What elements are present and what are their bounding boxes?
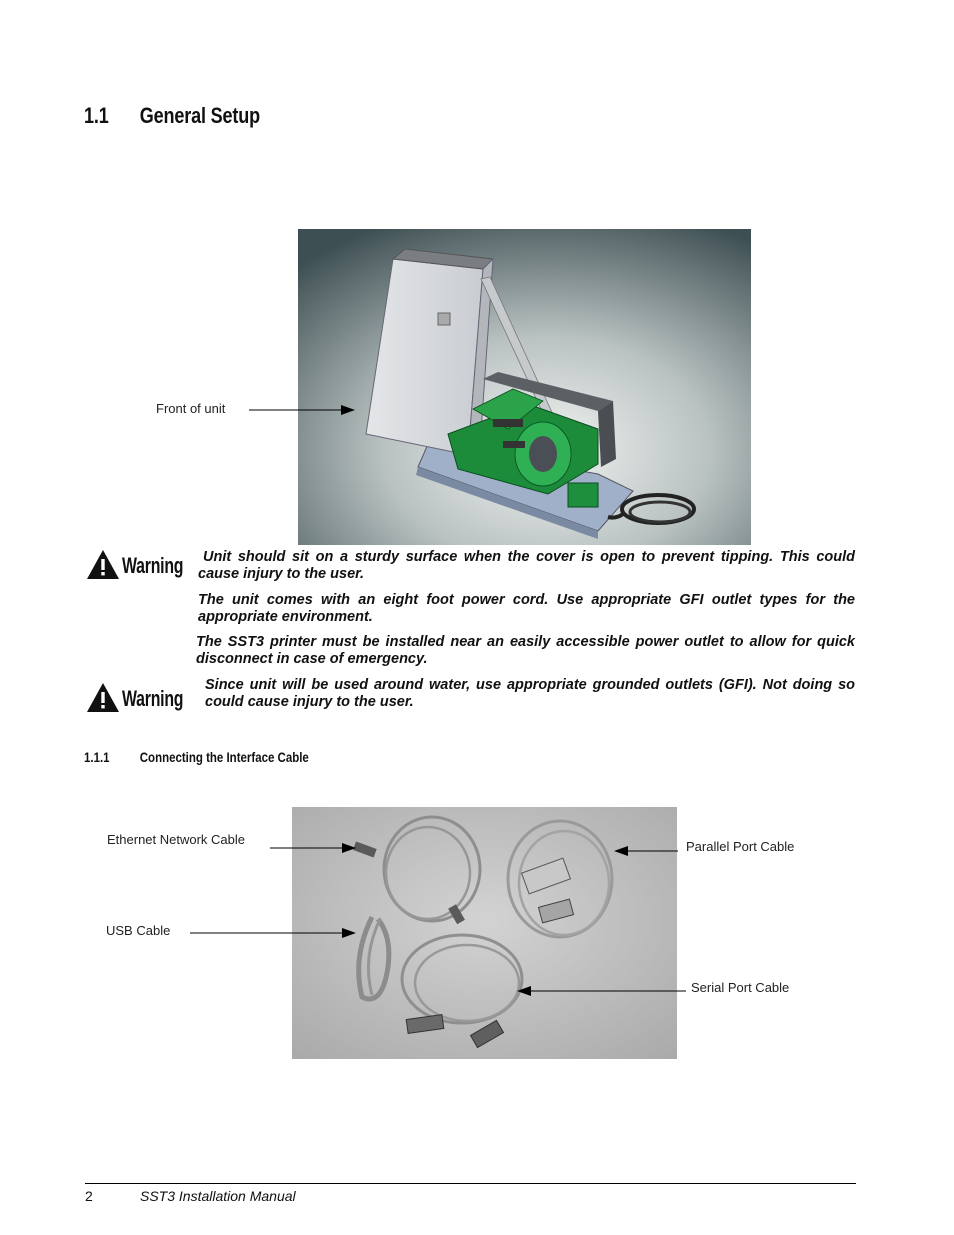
warning-text: Since unit will be used around water, use appropriate grounded outlets (GFI). Not doing so could cause injury to the user.	[205, 677, 855, 710]
body-paragraph: The unit comes with an eight foot power cord. Use appropriate GFI outlet types for the appropriate environment.	[198, 592, 855, 625]
callout-front-of-unit: Front of unit	[156, 401, 226, 416]
warning-triangle-icon	[86, 682, 120, 713]
document-title: SST3 Installation Manual	[140, 1188, 296, 1204]
section-number: 1.1	[84, 103, 109, 128]
callout-arrow	[190, 926, 358, 940]
warning-triangle-icon	[86, 549, 120, 580]
callout-arrow	[612, 844, 678, 858]
body-paragraph: The SST3 printer must be installed near an easily accessible power outlet to allow for quick disconnect in case of emergency.	[196, 634, 855, 667]
section-heading	[84, 103, 260, 129]
callout-arrow	[249, 403, 357, 417]
page-number: 2	[85, 1188, 93, 1204]
callout-arrow	[270, 841, 358, 855]
warning-label: Warning	[122, 553, 184, 578]
subsection-number: 1.1.1	[84, 749, 110, 765]
callout-parallel: Parallel Port Cable	[686, 839, 795, 854]
callout-serial: Serial Port Cable	[691, 980, 790, 995]
section-title: General Setup	[139, 103, 260, 128]
subsection-title: Connecting the Interface Cable	[139, 749, 309, 765]
callout-usb: USB Cable	[106, 923, 171, 938]
warning-text: Unit should sit on a sturdy surface when the cover is open to prevent tipping. This could cause injury to the user.	[198, 549, 855, 582]
callout-arrow	[515, 984, 687, 998]
footer-rule	[85, 1183, 856, 1184]
callout-ethernet: Ethernet Network Cable	[107, 832, 246, 847]
warning-label: Warning	[122, 686, 184, 711]
subsection-heading	[84, 749, 309, 765]
unit-photo	[298, 229, 751, 545]
